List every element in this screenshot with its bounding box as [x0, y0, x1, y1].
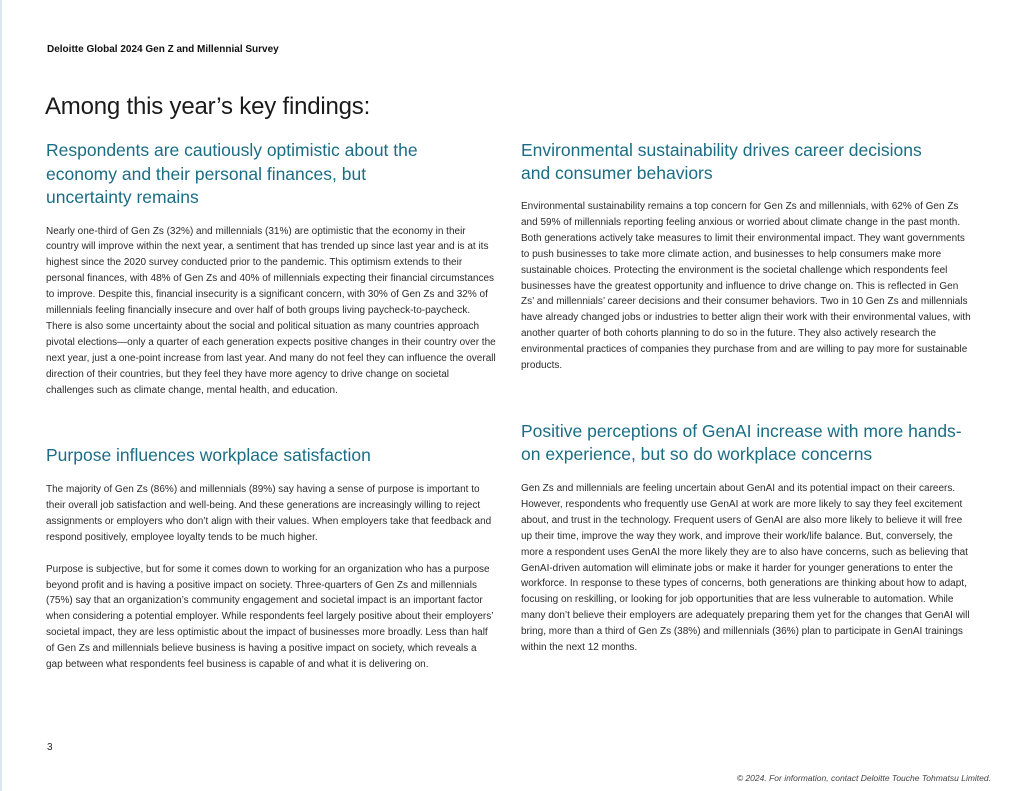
section-purpose-body-1: The majority of Gen Zs (86%) and millennials (89%) say having a sense of purpose is important to their overall job satisfaction and well-being. And these generations are increasingly willing to reject assignments or employers who don’t align with their values. When employers take that feedback and respond positively, employee loyalty tends to be much higher. [46, 484, 492, 543]
section-genai-body: Gen Zs and millennials are feeling uncertain about GenAI and its potential impact on their careers. However, respondents who frequently use GenAI at work are more likely to say they feel excitement about, and trust in the technology. Frequent users of GenAI are also more likely to believe it will free up their time, improve the way they work, and improve their work/life balance. But, conversely, the more a respondent uses GenAI the more likely they are to also have concerns, such as believing that GenAI-driven automation will eliminate jobs or make it harder for younger generations to enter the workforce. In response to these types of concerns, both generations are thinking about how to adapt, focusing on reskilling, or looking for job opportunities that are less vulnerable to automation. While many don’t believe their employers are adequately preparing them yet for the changes that GenAI will bring, more than a third of Gen Zs (38%) and millennials (36%) plan to participate in GenAI trainings within the next 12 months. [521, 483, 970, 654]
section-economy [46, 139, 498, 398]
page-number: 3 [47, 742, 53, 753]
section-sustainability-title: Environmental sustainability drives career decisions and consumer behaviors [521, 140, 922, 183]
section-purpose [46, 444, 498, 673]
page-edge-strip [0, 0, 2, 791]
section-sustainability-body: Environmental sustainability remains a top concern for Gen Zs and millennials, with 62% of Gen Zs and 59% of millennials reporting feeling anxious or worried about climate change in the past month. Both generations actively take measures to limit their environmental impact. They want governments to push businesses to take more climate action, and businesses to help consumers make more sustainable choices. Protecting the environment is the societal challenge which respondents feel businesses have the greatest opportunity and influence to drive change on. This is reflected in Gen Zs’ and millennials’ career decisions and their consumer behaviors. Two in 10 Gen Zs and millennials have already changed jobs or industries to better align their work with their environmental values, with another quarter of both cohorts planning to do so in the future. They also actively research the environmental practices of companies they purchase from and are willing to pay more for sustainable products. [521, 201, 971, 372]
footer-copyright: © 2024. For information, contact Deloitte Touche Tohmatsu Limited. [736, 773, 991, 783]
page-title: Among this year’s key findings: [45, 93, 371, 120]
section-sustainability [521, 139, 973, 374]
section-genai-title: Positive perceptions of GenAI increase with more hands-on experience, but so do workplace concerns [521, 421, 962, 464]
section-economy-title: Respondents are cautiously optimistic about the economy and their personal finances, but uncertainty remains [46, 140, 418, 207]
report-header: Deloitte Global 2024 Gen Z and Millennial Survey [47, 44, 279, 55]
section-genai [521, 420, 973, 656]
section-purpose-title: Purpose influences workplace satisfaction [46, 445, 371, 465]
section-economy-body: Nearly one-third of Gen Zs (32%) and millennials (31%) are optimistic that the economy in their country will improve within the next year, a sentiment that has trended up since last year and is at its highest since the 2020 survey conducted prior to the pandemic. This optimism extends to their personal finances, with 48% of Gen Zs and 40% of millennials expecting their financial circumstances to improve. Despite this, financial insecurity is a significant concern, with 30% of Gen Zs and 32% of millennials feeling financially insecure and over half of both groups living paycheck-to-paycheck. There is also some uncertainty about the social and political situation as many countries approach pivotal elections—only a quarter of each generation expects positive changes in their country over the next year, just a one-point increase from last year. And many do not feel they can influence the overall direction of their countries, but they feel they have more agency to drive change on societal challenges such as climate change, mental health, and education. [46, 225, 496, 396]
section-purpose-body-2: Purpose is subjective, but for some it comes down to working for an organization who has a purpose beyond profit and is having a positive impact on society. Three-quarters of Gen Zs and millennials (75%) say that an organization’s community engagement and societal impact is an important factor when considering a potential employer. While respondents feel largely positive about their employers’ societal impact, they are less optimistic about the impact of businesses more broadly. Less than half of Gen Zs and millennials believe business is having a positive impact on society, which reveals a gap between what respondents feel business is capable of and what it is delivering on. [46, 563, 494, 671]
